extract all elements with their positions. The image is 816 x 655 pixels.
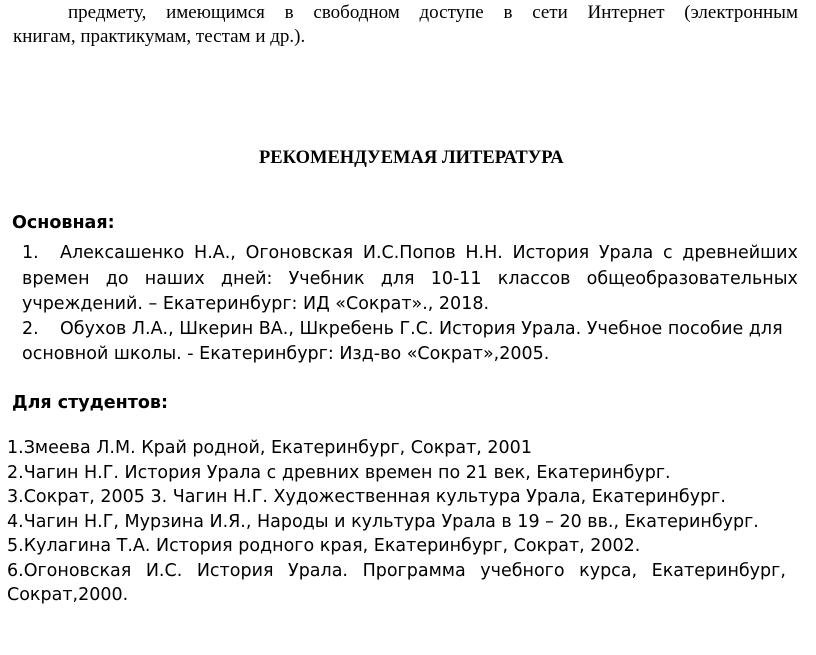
main-item-1-line-1-word: древнейших bbox=[682, 243, 798, 263]
student-item-6-line-1-word: И.С. bbox=[145, 561, 183, 581]
main-item-1-line-2 bbox=[22, 267, 798, 291]
intro-line-1-word: сети bbox=[532, 2, 568, 23]
intro-line-1-word: предмету, bbox=[68, 2, 147, 23]
students-heading: Для студентов: bbox=[12, 393, 168, 413]
intro-line-2: книгам, практикумам, тестам и др.). bbox=[13, 26, 306, 47]
student-item-4: 4.Чагин Н.Г, Мурзина И.Я., Народы и культура Урала в 19 – 20 вв., Екатеринбург. bbox=[7, 512, 759, 532]
main-item-1-line-2-word: классов bbox=[497, 269, 571, 289]
student-item-6-line-1-word: Программа bbox=[362, 561, 466, 581]
main-item-1-line-1-word: Алексашенко bbox=[60, 243, 185, 263]
main-item-1-line-2-word: времен bbox=[22, 269, 90, 289]
main-item-2-number: 2. bbox=[22, 319, 39, 339]
student-item-6-line-1-word: История bbox=[196, 561, 274, 581]
student-item-6-line-1-word: курса, bbox=[579, 561, 638, 581]
intro-line-1-word: в bbox=[503, 2, 513, 23]
main-item-1-line-3: учреждений. – Екатеринбург: ИД «Сократ»., 2018. bbox=[22, 294, 490, 314]
main-item-1-line-1-word: Огоновская bbox=[245, 243, 354, 263]
main-item-1-line-1-word: История bbox=[512, 243, 590, 263]
student-item-6-line-1-word: 6.Огоновская bbox=[7, 561, 132, 581]
main-item-1-line-2-word: наших bbox=[144, 269, 205, 289]
student-item-6-line-1-word: Екатеринбург, bbox=[651, 561, 786, 581]
main-item-1-line-1-word: Н.Н. bbox=[465, 243, 503, 263]
main-item-2-line-1: Обухов Л.А., Шкерин ВА., Шкребень Г.С. История Урала. Учебное пособие для bbox=[60, 319, 783, 339]
intro-line-1-word: имеющимся bbox=[166, 2, 265, 23]
student-item-1: 1.Змеева Л.М. Край родной, Екатеринбург, Сократ, 2001 bbox=[7, 438, 532, 458]
main-heading: Основная: bbox=[12, 213, 115, 233]
intro-line-1-word: (электронным bbox=[684, 2, 798, 23]
section-title: РЕКОМЕНДУЕМАЯ ЛИТЕРАТУРА bbox=[259, 148, 564, 168]
main-item-2-line-2: основной школы. - Екатеринбург: Изд-во «Сократ»,2005. bbox=[22, 344, 550, 364]
student-item-6-line-1-word: учебного bbox=[480, 561, 565, 581]
student-item-6-line-2: Сократ,2000. bbox=[7, 585, 129, 605]
main-item-1-line-1-word: с bbox=[662, 243, 673, 263]
main-item-1-line-1-word: Н.А., bbox=[194, 243, 236, 263]
intro-line-1 bbox=[68, 1, 798, 25]
main-item-1-line-2-word: дней: bbox=[220, 269, 273, 289]
intro-line-1-word: свободном bbox=[313, 2, 400, 23]
main-item-1-line-2-word: Учебник bbox=[288, 269, 365, 289]
student-item-2: 2.Чагин Н.Г. История Урала с древних времен по 21 век, Екатеринбург. bbox=[7, 463, 671, 483]
student-item-5: 5.Кулагина Т.А. История родного края, Екатеринбург, Сократ, 2002. bbox=[7, 536, 641, 556]
main-item-1-line-1-word: И.С.Попов bbox=[362, 243, 456, 263]
main-item-1-line-2-word: общеобразовательных bbox=[586, 269, 798, 289]
main-item-1-line-1 bbox=[60, 241, 798, 265]
intro-line-1-word: доступе bbox=[419, 2, 484, 23]
intro-line-1-word: Интернет bbox=[587, 2, 665, 23]
main-item-1-line-2-word: для bbox=[380, 269, 415, 289]
student-item-6-line-1 bbox=[7, 559, 786, 583]
main-item-1-line-2-word: до bbox=[105, 269, 129, 289]
main-item-1-number: 1. bbox=[22, 243, 39, 263]
student-item-3: 3.Сократ, 2005 3. Чагин Н.Г. Художественная культура Урала, Екатеринбург. bbox=[7, 487, 726, 507]
student-item-6-line-1-word: Урала. bbox=[288, 561, 348, 581]
intro-line-1-word: в bbox=[284, 2, 294, 23]
main-item-1-line-1-word: Урала bbox=[598, 243, 654, 263]
main-item-1-line-2-word: 10-11 bbox=[430, 269, 482, 289]
